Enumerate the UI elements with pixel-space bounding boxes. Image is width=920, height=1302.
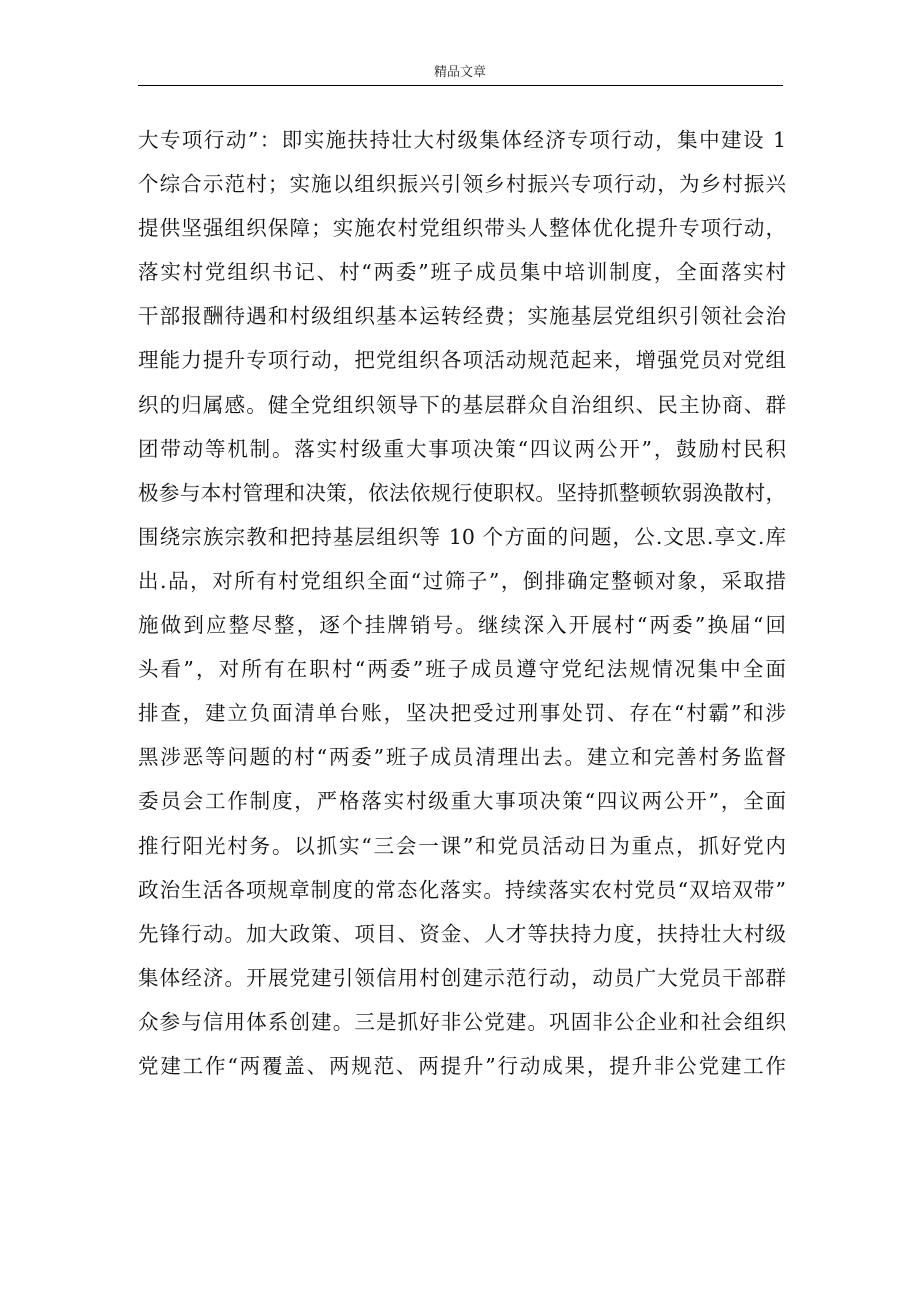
text-line: 政治生活各项规章制度的常态化落实。持续落实农村党员“双培双带” (138, 877, 786, 902)
text-line: 黑涉恶等问题的村“两委”班子成员清理出去。建立和完善村务监督 (138, 745, 786, 770)
body-text (138, 118, 786, 1088)
text-line: 落实村党组织书记、村“两委”班子成员集中培训制度，全面落实村 (138, 260, 786, 285)
header-divider (138, 85, 783, 86)
text-line: 理能力提升专项行动，把党组织各项活动规范起来，增强党员对党组 (138, 348, 786, 373)
text-line: 集体经济。开展党建引领信用村创建示范行动，动员广大党员干部群 (138, 965, 786, 990)
text-line: 头看”，对所有在职村“两委”班子成员遵守党纪法规情况集中全面 (138, 657, 786, 682)
text-line: 大专项行动”：即实施扶持壮大村级集体经济专项行动，集中建设 1 (138, 128, 786, 152)
text-line: 委员会工作制度，严格落实村级重大事项决策“四议两公开”，全面 (138, 789, 786, 814)
text-line: 众参与信用体系创建。三是抓好非公党建。巩固非公企业和社会组织 (138, 1009, 786, 1034)
text-line: 提供坚强组织保障；实施农村党组织带头人整体优化提升专项行动， (138, 216, 786, 241)
text-line: 推行阳光村务。以抓实“三会一课”和党员活动日为重点，抓好党内 (138, 833, 786, 858)
text-line: 党建工作“两覆盖、两规范、两提升”行动成果，提升非公党建工作 (138, 1053, 786, 1078)
text-line: 织的归属感。健全党组织领导下的基层群众自治组织、民主协商、群 (138, 392, 786, 417)
text-line: 排查，建立负面清单台账，坚决把受过刑事处罚、存在“村霸”和涉 (138, 701, 786, 726)
text-line: 出.品，对所有村党组织全面“过筛子”，倒排确定整顿对象，采取措 (138, 568, 786, 593)
text-line: 围绕宗族宗教和把持基层组织等 10 个方面的问题，公.文思.享文.库 (138, 524, 786, 549)
page-header-title: 精品文章 (433, 65, 486, 80)
text-line: 先锋行动。加大政策、项目、资金、人才等扶持力度，扶持壮大村级 (138, 921, 786, 946)
text-line: 施做到应整尽整，逐个挂牌销号。继续深入开展村“两委”换届“回 (138, 613, 786, 638)
text-line: 个综合示范村；实施以组织振兴引领乡村振兴专项行动，为乡村振兴 (138, 172, 786, 197)
text-line: 极参与本村管理和决策，依法依规行使职权。坚持抓整顿软弱涣散村， (138, 480, 786, 505)
text-line: 团带动等机制。落实村级重大事项决策“四议两公开”，鼓励村民积 (138, 436, 786, 461)
text-line: 干部报酬待遇和村级组织基本运转经费；实施基层党组织引领社会治 (138, 304, 786, 329)
